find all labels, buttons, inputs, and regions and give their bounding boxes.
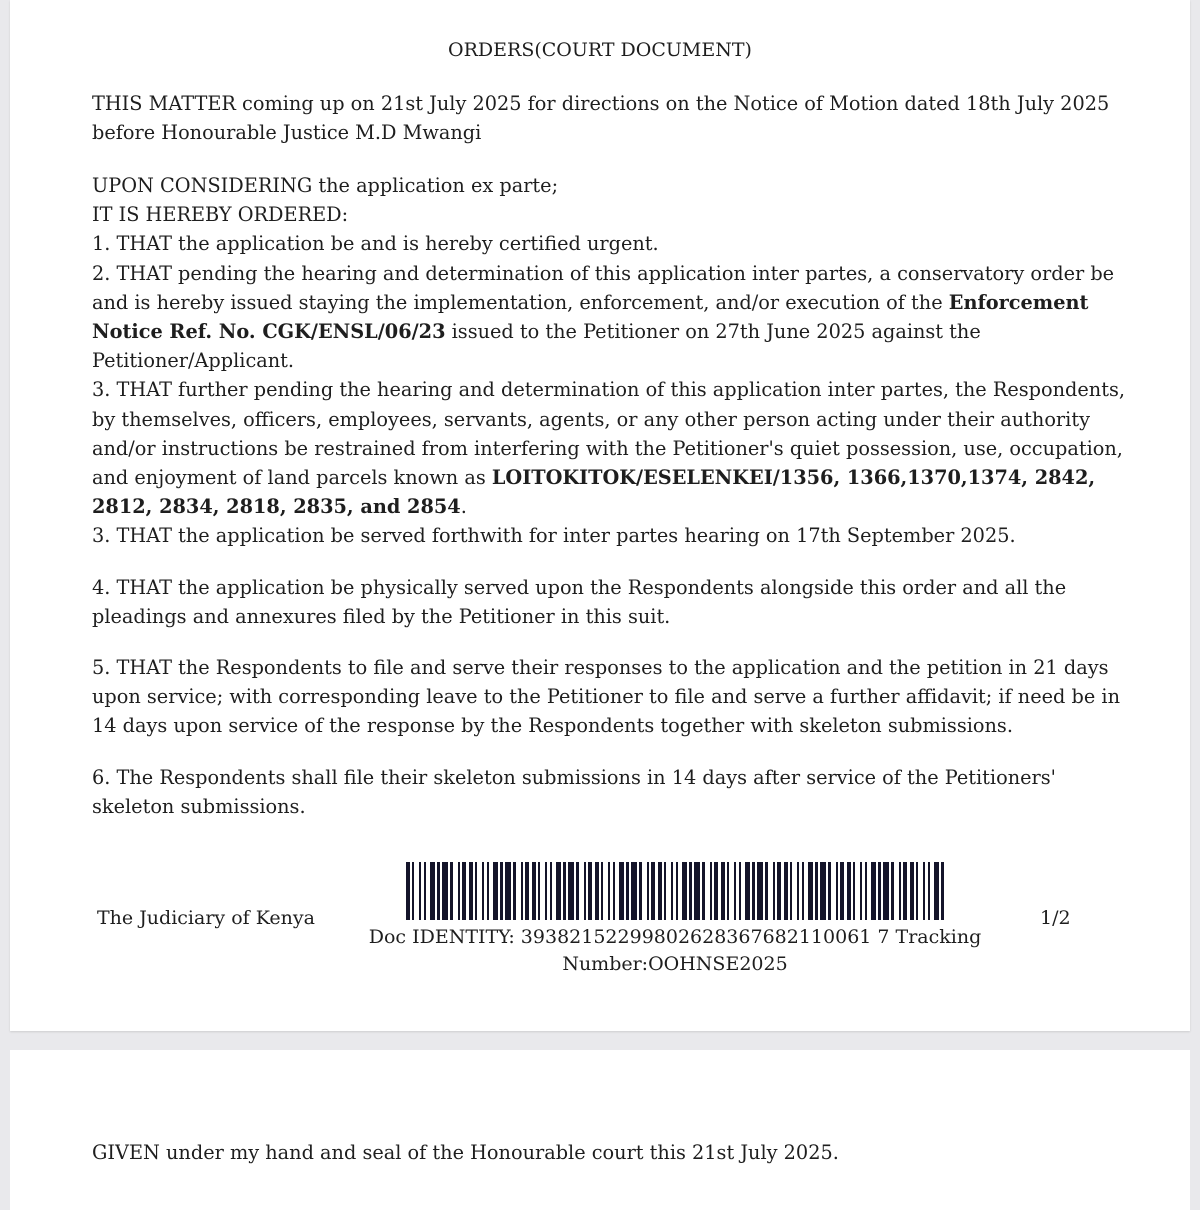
- order-3-restraint: [92, 375, 1132, 521]
- land-parcels: LOITOKITOK/ESELENKEI/1356, 1366,1370,1374, 2842, 2812, 2834, 2818, 2835, and 2854: [92, 466, 1096, 519]
- order-2-text-end: issued to the Petitioner on 27th June 2025 against the Petitioner/Applicant.: [92, 320, 981, 373]
- doc-identity-block: [350, 924, 1000, 978]
- order-4: 4. THAT the application be physically served upon the Respondents alongside this order and all the pleadings and annexures filed by the Petitioner in this suit.: [92, 575, 1067, 628]
- order-2-text: 2. THAT pending the hearing and determination of this application inter partes, a conservatory order be and is hereby issued staying the implementation, enforcement, and/or execution of the: [92, 261, 1115, 314]
- document-page-2: [10, 1050, 1190, 1210]
- judiciary-label: The Judiciary of Kenya: [97, 907, 315, 929]
- page-number: 1/2: [1040, 907, 1071, 929]
- ordered-line: IT IS HEREBY ORDERED:: [92, 203, 349, 227]
- enforcement-notice-ref: Enforcement Notice Ref. No. CGK/ENSL/06/23: [92, 290, 1089, 344]
- document-page-1: [10, 0, 1190, 1031]
- doc-identity: Doc IDENTITY: 39382152299802628367682110061 7 Tracking: [368, 926, 982, 948]
- order-3-text-end: .: [460, 495, 467, 519]
- order-3-service: 3. THAT the application be served forthwith for inter partes hearing on 17th September 2025.: [92, 524, 1016, 548]
- considering-line: UPON CONSIDERING the application ex parte;: [92, 174, 559, 197]
- order-2: [92, 259, 1132, 376]
- order-6: 6. The Respondents shall file their skeleton submissions in 14 days after service of the Petitioners' skeleton submissions.: [92, 765, 1056, 818]
- order-1: 1. THAT the application be and is hereby certified urgent.: [92, 232, 659, 256]
- order-3-text: 3. THAT further pending the hearing and determination of this application inter partes, the Respondents, by themselves, officers, employees, servants, agents, or any other person acting under their authority and/or instructions be restrained from interfering with the Petitioner's quiet possession, use, occupation, and enjoyment of land parcels known as: [92, 378, 1125, 490]
- tracking-number: Number:OOHNSE2025: [562, 953, 788, 975]
- matter-text: THIS MATTER coming up on 21st July 2025 for directions on the Notice of Motion dated 18th July 2025 before Honourable Justice M.D Mwangi: [92, 92, 1110, 145]
- document-title: ORDERS(COURT DOCUMENT): [448, 39, 752, 61]
- orders-block: [92, 171, 1132, 821]
- barcode-image: [406, 862, 944, 920]
- given-statement: GIVEN under my hand and seal of the Honourable court this 21st July 2025.: [92, 1141, 839, 1164]
- matter-paragraph: [92, 89, 1132, 147]
- order-5: 5. THAT the Respondents to file and serve their responses to the application and the petition in 21 days upon service; with corresponding leave to the Petitioner to file and serve a further affidavit; if need be in 14 days upon service of the response by the Respondents together with skeleton submissions.: [92, 656, 1120, 738]
